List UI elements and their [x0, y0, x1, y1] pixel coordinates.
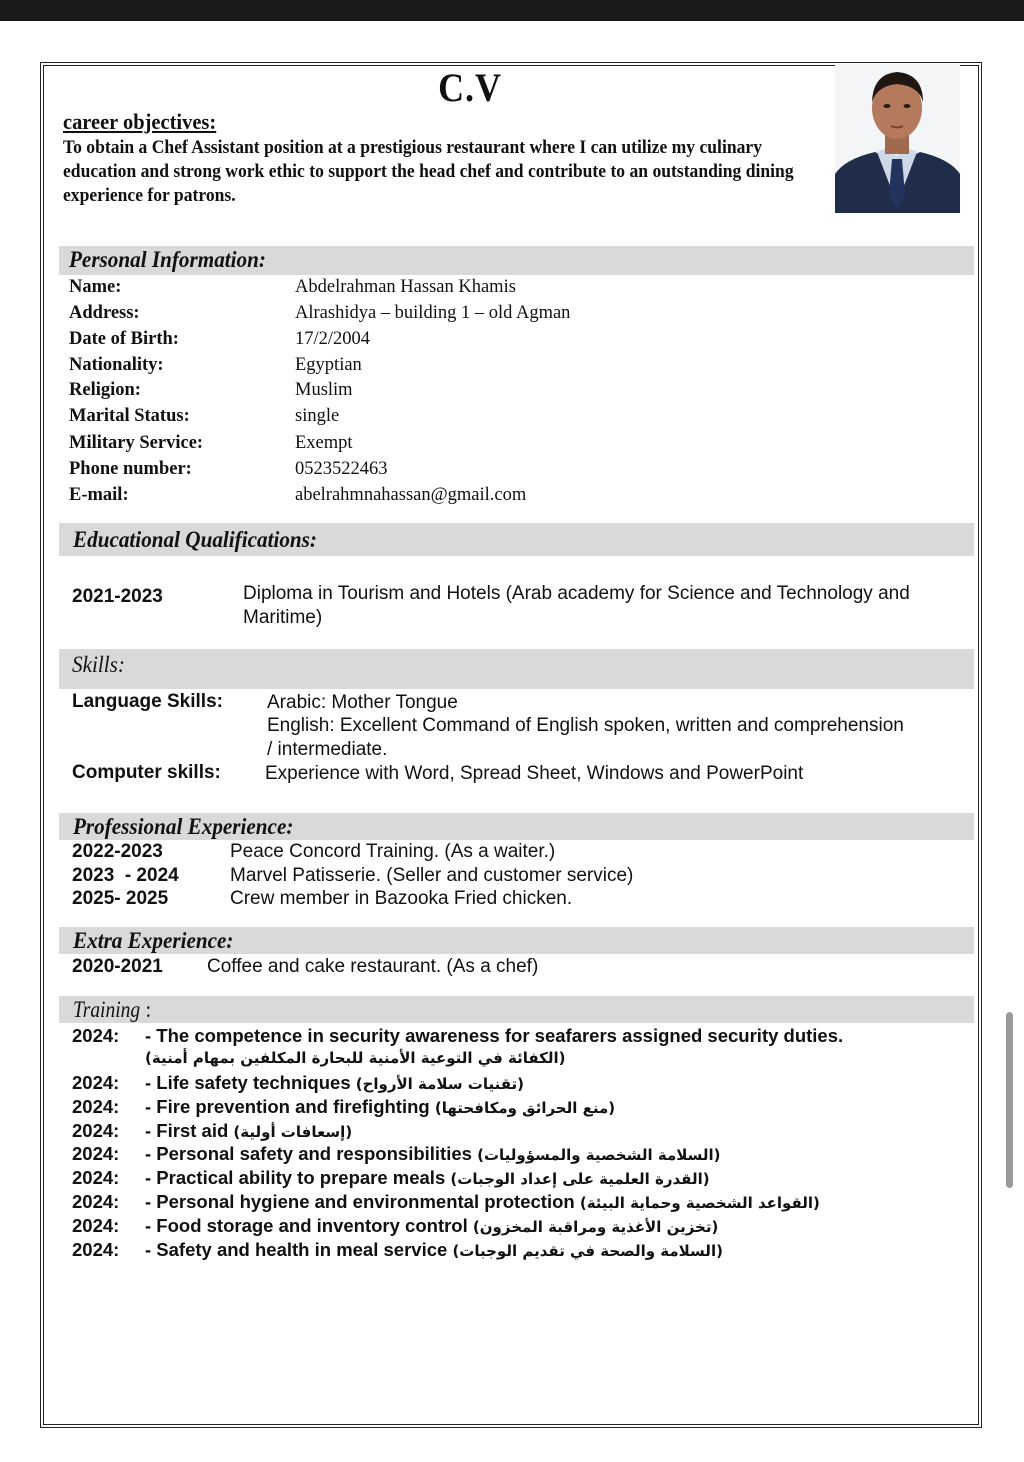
- document-title: C.V: [438, 65, 502, 110]
- training-title: - Personal hygiene and environmental protection: [145, 1191, 575, 1212]
- experience-description: Peace Concord Training. (As a waiter.): [230, 841, 556, 862]
- career-objectives-heading: career objectives:: [63, 109, 217, 134]
- section-header-training: Training :: [59, 996, 974, 1023]
- training-title: - Personal safety and responsibilities: [145, 1143, 472, 1164]
- scrollbar-thumb[interactable]: [1006, 1012, 1013, 1188]
- education-years: 2021-2023: [72, 586, 163, 607]
- training-title-arabic: (القدرة العلمية على إعداد الوجبات): [450, 1170, 710, 1188]
- training-title: - Fire prevention and firefighting: [145, 1096, 430, 1117]
- training-title: - Practical ability to prepare meals: [145, 1167, 446, 1188]
- field-value-religion: Muslim: [295, 380, 353, 400]
- training-year: 2024:: [72, 1215, 120, 1236]
- education-description: Diploma in Tourism and Hotels (Arab academy for Science and Technology and Maritime): [243, 583, 910, 628]
- training-year: 2024:: [72, 1120, 120, 1141]
- field-value-name: Abdelrahman Hassan Khamis: [295, 277, 516, 297]
- experience-description: Crew member in Bazooka Fried chicken.: [230, 888, 573, 909]
- training-title-arabic: (منع الحرائق ومكافحتها): [434, 1099, 616, 1117]
- field-label: Name:: [69, 277, 122, 297]
- experience-years: 2025- 2025: [72, 888, 169, 909]
- language-skill-line: English: Excellent Command of English spoken, written and comprehension: [267, 715, 904, 736]
- field-value-military-service: Exempt: [295, 433, 353, 453]
- field-label: E-mail:: [69, 485, 129, 505]
- training-year: 2024:: [72, 1096, 120, 1117]
- extra-experience-years: 2020-2021: [72, 956, 163, 977]
- training-title: - Safety and health in meal service: [145, 1239, 448, 1260]
- language-skill-line: Arabic: Mother Tongue: [267, 692, 458, 713]
- career-objectives-text: To obtain a Chef Assistant position at a prestigious restaurant where I can utilize my culinary education and strong work ethic to support the head chef and contribute to an outstanding dining experience for patrons.: [63, 138, 794, 206]
- extra-experience-description: Coffee and cake restaurant. (As a chef): [207, 956, 539, 977]
- training-year: 2024:: [72, 1239, 120, 1260]
- section-header-skills: Skills:: [59, 649, 974, 689]
- field-value-address: Alrashidya – building 1 – old Agman: [295, 303, 571, 323]
- field-value-nationality: Egyptian: [295, 355, 362, 375]
- computer-skills-text: Experience with Word, Spread Sheet, Windows and PowerPoint: [265, 763, 804, 784]
- vertical-scrollbar[interactable]: [1003, 1012, 1013, 1188]
- training-title-arabic: (الكفائة في التوعية الأمنية للبحارة المكلفين بمهام أمنية): [145, 1049, 566, 1067]
- person-portrait-icon: [835, 64, 960, 213]
- field-label: Address:: [69, 303, 140, 323]
- section-header-professional-experience: Professional Experience:: [59, 813, 974, 840]
- field-value-marital-status: single: [295, 406, 340, 426]
- training-title-arabic: (السلامة والصحة في تقديم الوجبات): [452, 1242, 723, 1260]
- training-title: - Life safety techniques: [145, 1072, 351, 1093]
- language-skill-line: / intermediate.: [267, 739, 388, 760]
- experience-description: Marvel Patisserie. (Seller and customer service): [230, 865, 634, 886]
- training-title-arabic: (السلامة الشخصية والمسؤوليات): [477, 1146, 721, 1164]
- field-label: Date of Birth:: [69, 329, 179, 349]
- training-year: 2024:: [72, 1191, 120, 1212]
- field-label: Nationality:: [69, 355, 164, 375]
- field-label: Military Service:: [69, 433, 204, 453]
- training-title-arabic: (تقنيات سلامة الأرواح): [355, 1075, 525, 1093]
- section-header-extra-experience: Extra Experience:: [59, 927, 974, 954]
- training-title: - The competence in security awareness for seafarers assigned security duties.: [145, 1025, 844, 1046]
- training-year: 2024:: [72, 1072, 120, 1093]
- training-title-arabic: (القواعد الشخصية وحماية البيئة): [579, 1194, 820, 1212]
- training-title-arabic: (تخزين الأغذية ومراقبة المخزون): [472, 1218, 719, 1236]
- experience-years: 2022-2023: [72, 841, 163, 862]
- training-title: - First aid: [145, 1120, 229, 1141]
- field-value-email: abelrahmnahassan@gmail.com: [295, 485, 527, 505]
- experience-years: 2023 - 2024: [72, 865, 179, 886]
- field-value-date-of-birth: 17/2/2004: [295, 329, 371, 349]
- section-header-personal-information: Personal Information:: [59, 246, 974, 275]
- language-skills-label: Language Skills:: [72, 691, 223, 712]
- field-value-phone: 0523522463: [295, 459, 388, 479]
- training-title-arabic: (إسعافات أولية): [233, 1123, 353, 1141]
- field-label: Marital Status:: [69, 406, 190, 426]
- training-year: 2024:: [72, 1143, 120, 1164]
- section-header-education: Educational Qualifications:: [59, 523, 974, 556]
- profile-photo: [835, 64, 960, 213]
- training-year: 2024:: [72, 1167, 120, 1188]
- field-label: Religion:: [69, 380, 141, 400]
- field-label: Phone number:: [69, 459, 192, 479]
- training-year: 2024:: [72, 1025, 120, 1046]
- training-title: - Food storage and inventory control: [145, 1215, 468, 1236]
- computer-skills-label: Computer skills:: [72, 762, 221, 783]
